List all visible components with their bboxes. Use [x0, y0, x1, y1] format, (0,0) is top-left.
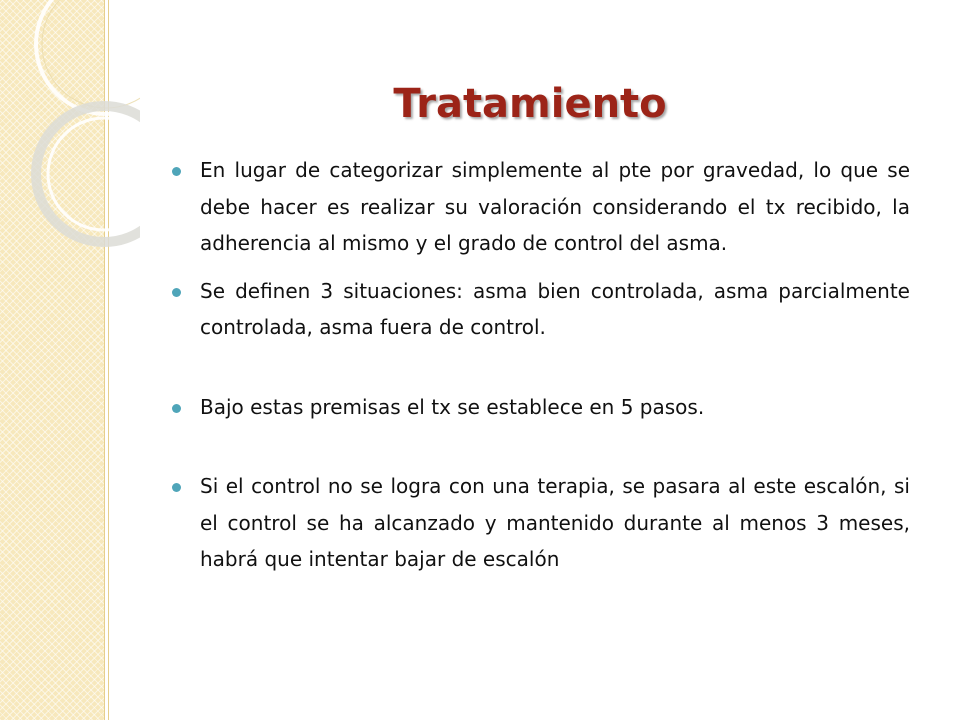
- bullet-item: [172, 468, 910, 578]
- slide-title: Tratamiento: [393, 81, 667, 127]
- bullet-dot-icon: [172, 483, 181, 492]
- bullet-item: [172, 389, 910, 426]
- bullet-dot-icon: [172, 404, 181, 413]
- bullet-text: Se definen 3 situaciones: asma bien controlada, asma parcialmente controlada, asma fuera de control.: [200, 278, 910, 339]
- bullet-list: [172, 152, 910, 589]
- bullet-item: [172, 152, 910, 262]
- bullet-dot-icon: [172, 288, 181, 297]
- bullet-text: En lugar de categorizar simplemente al pte por gravedad, lo que se debe hacer es realizar su valoración considerando el tx recibido, la adherencia al mismo y el grado de control del asma.: [200, 158, 910, 255]
- decorative-circles: [0, 0, 140, 300]
- bullet-item: [172, 273, 910, 346]
- bullet-text: Si el control no se logra con una terapia, se pasara al este escalón, si el control se ha alcanzado y mantenido durante al menos 3 meses, habrá que intentar bajar de escalón: [200, 474, 910, 571]
- bullet-dot-icon: [172, 167, 181, 176]
- bullet-text: Bajo estas premisas el tx se establece en 5 pasos.: [200, 394, 705, 419]
